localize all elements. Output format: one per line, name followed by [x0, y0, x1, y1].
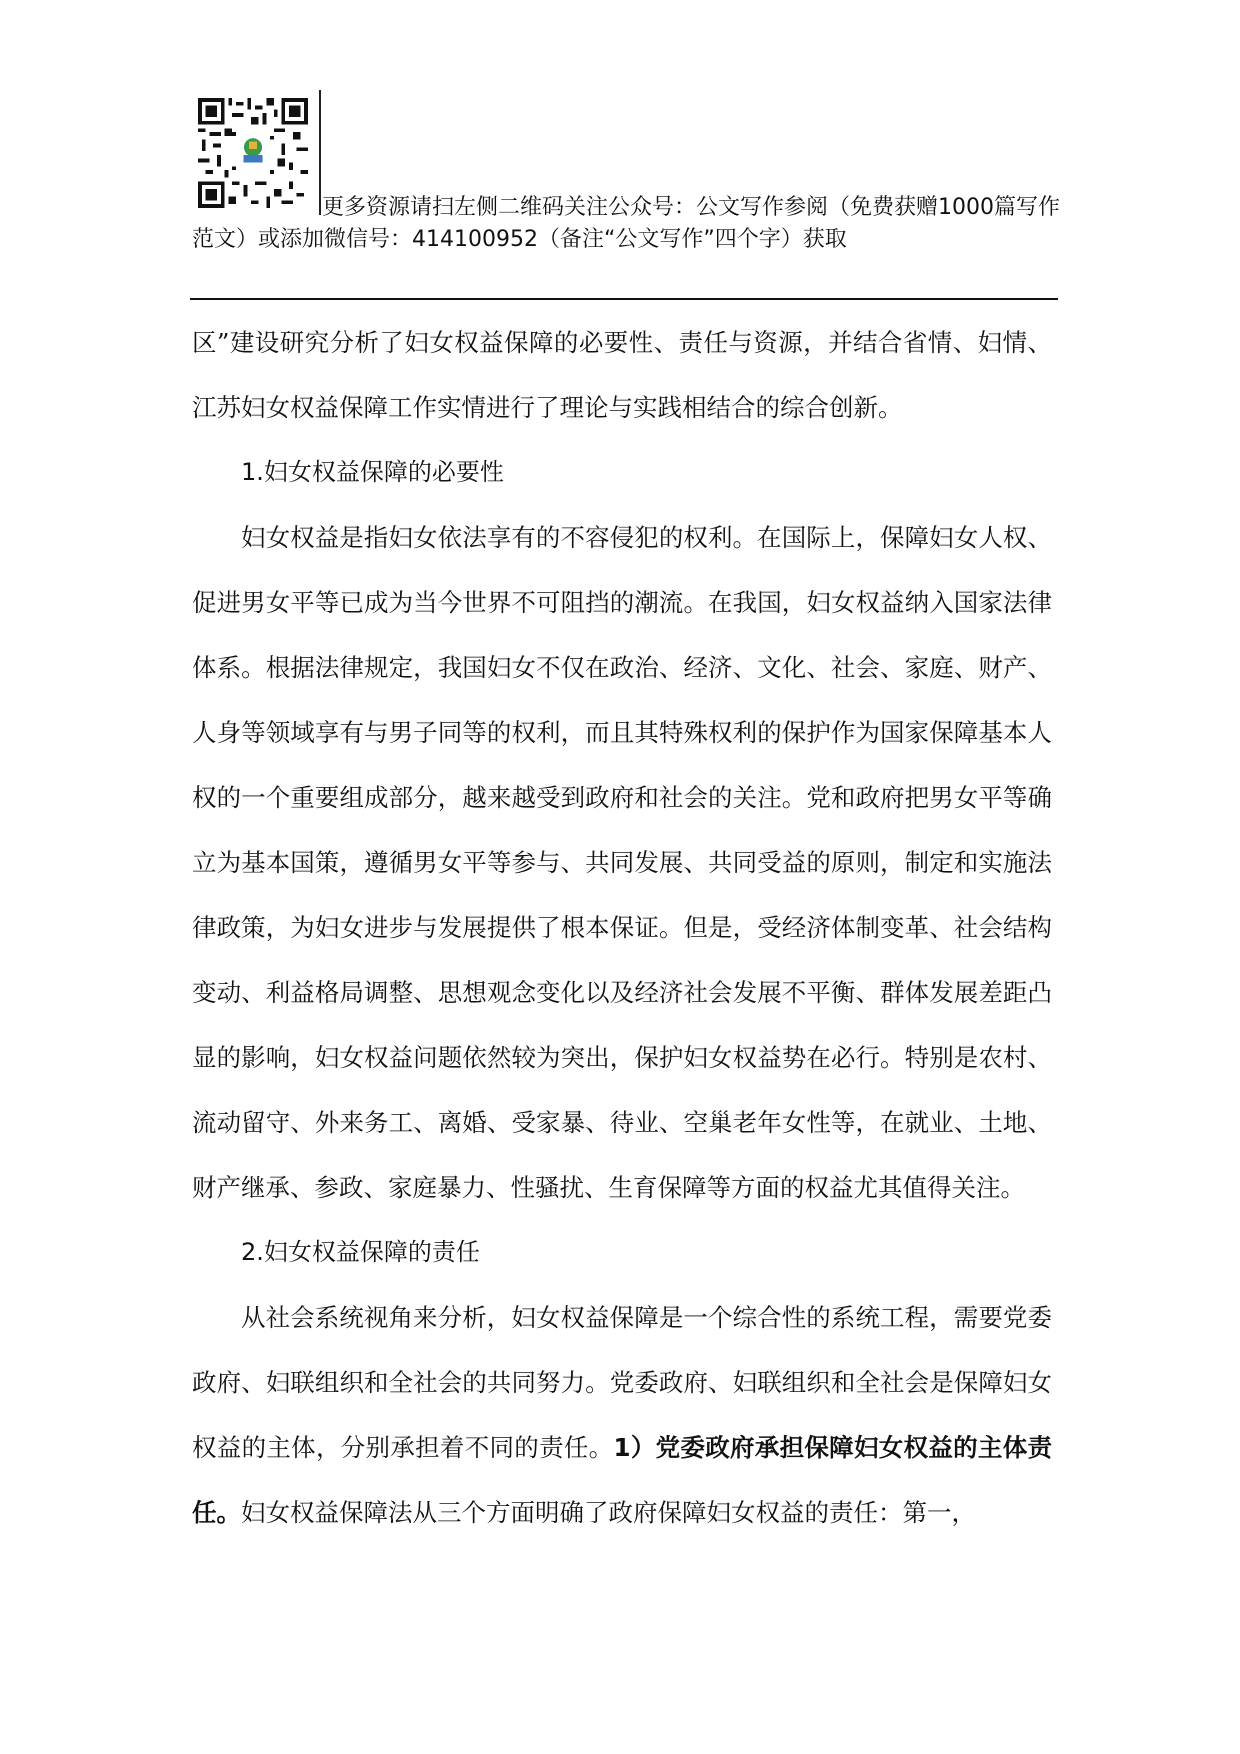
header-rule — [190, 298, 1058, 300]
document-body — [192, 310, 1052, 1545]
section-heading-2: 2.妇女权益保障的责任 — [241, 1238, 480, 1266]
section-heading-1: 1.妇女权益保障的必要性 — [241, 458, 504, 486]
paragraph-necessity: 妇女权益是指妇女依法享有的不容侵犯的权利。在国际上，保障妇女人权、促进男女平等已成为当今世界不可阻挡的潮流。在我国，妇女权益纳入国家法律体系。根据法律规定，我国妇女不仅在政治、经济、文化、社会、家庭、财产、人身等领域享有与男子同等的权利，而且其特殊权利的保护作为国家保障基本人权的一个重要组成部分，越来越受到政府和社会的关注。党和政府把男女平等确立为基本国策，遵循男女平等参与、共同发展、共同受益的原则，制定和实施法律政策，为妇女进步与发展提供了根本保证。但是，受经济体制变革、社会结构变动、利益格局调整、思想观念变化以及经济社会发展不平衡、群体发展差距凸显的影响，妇女权益问题依然较为突出，保护妇女权益势在必行。特别是农村、流动留守、外来务工、离婚、受家暴、待业、空巢老年女性等，在就业、土地、财产继承、参政、家庭暴力、性骚扰、生育保障等方面的权益尤其值得关注。 — [192, 523, 1052, 1202]
header-promo-text: 更多资源请扫左侧二维码关注公众号：公文写作参阅（免费获赠1000篇写作范文）或添加微信号：414100952（备注“公文写作”四个字）获取 — [192, 195, 1060, 252]
header-promo — [192, 192, 1062, 256]
intro-paragraph: 区”建设研究分析了妇女权益保障的必要性、责任与资源，并结合省情、妇情、江苏妇女权益保障工作实情进行了理论与实践相结合的综合创新。 — [192, 328, 1052, 422]
paragraph-responsibility-end: 妇女权益保障法从三个方面明确了政府保障妇女权益的责任：第一， — [241, 1498, 976, 1527]
bold-subheading: 1）党委政府承担保障妇女权益的主体责任。 — [192, 1433, 1053, 1527]
paragraph-responsibility-start: 从社会系统视角来分析，妇女权益保障是一个综合性的系统工程，需要党委政府、妇联组织和全社会的共同努力。党委政府、妇联组织和全社会是保障妇女权益的主体，分别承担着不同的责任。 — [192, 1303, 1052, 1462]
paragraph-responsibility — [192, 1285, 1052, 1545]
